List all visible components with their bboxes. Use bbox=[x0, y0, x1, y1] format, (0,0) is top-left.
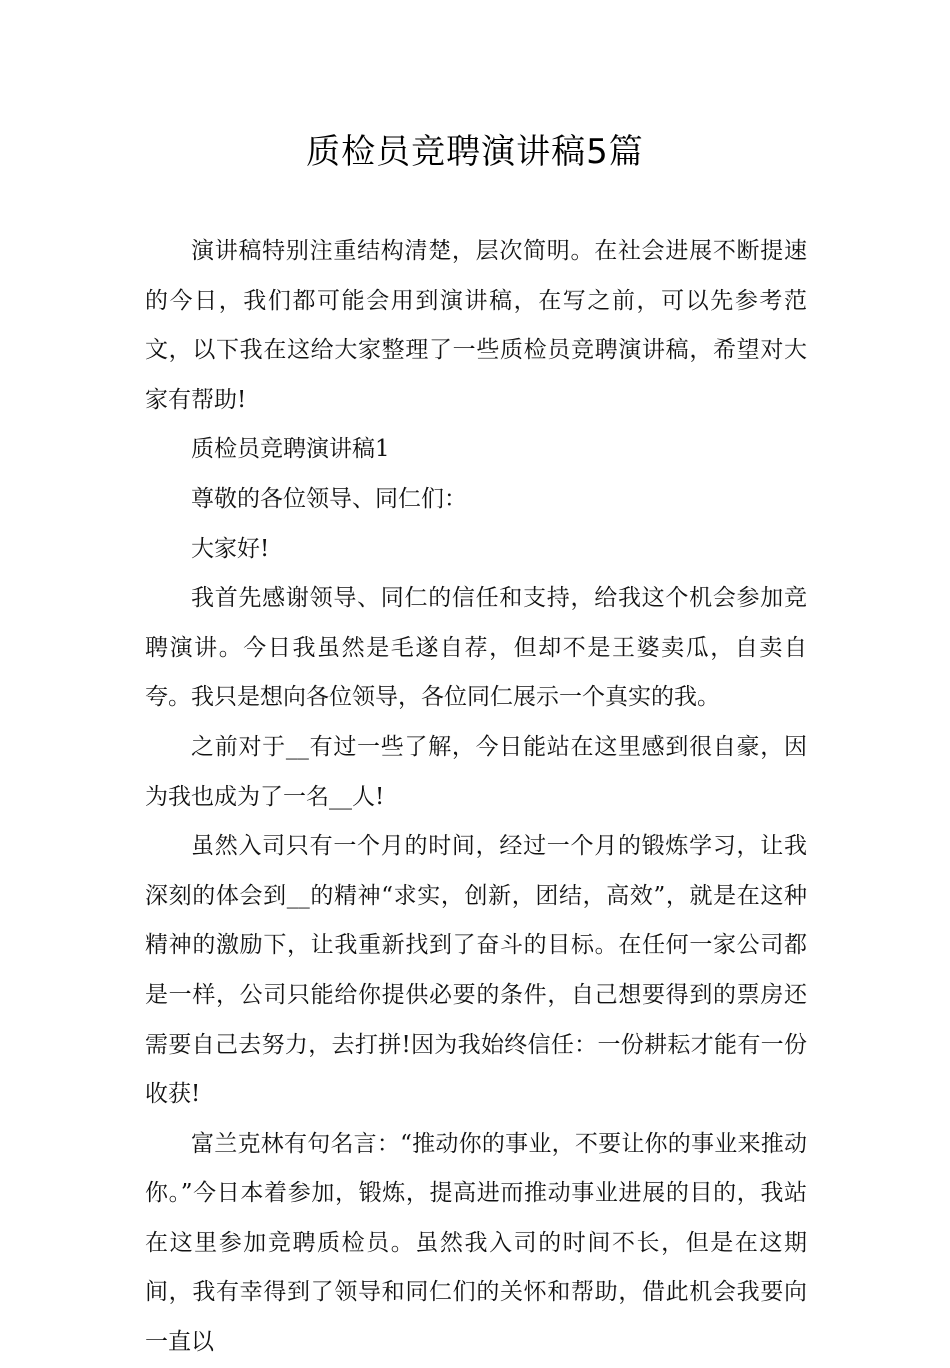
paragraph-spirit: 虽然入司只有一个月的时间，经过一个月的锻炼学习，让我深刻的体会到__的精神“求实，创新，团结，高效”，就是在这种精神的激励下，让我重新找到了奋斗的目标。在任何一家公司都是一样，公司只能给你提供必要的条件，自己想要得到的票房还需要自己去努力，去打拼!因为我始终信任：一份耕耘才能有一份收获! bbox=[145, 833, 807, 1108]
paragraph-thanks: 我首先感谢领导、同仁的信任和支持，给我这个机会参加竞聘演讲。今日我虽然是毛遂自荐，但却不是王婆卖瓜，自卖自夸。我只是想向各位领导，各位同仁展示一个真实的我。 bbox=[145, 585, 807, 711]
paragraph-pride: 之前对于__有过一些了解，今日能站在这里感到很自豪，因为我也成为了一名__人! bbox=[145, 733, 807, 810]
paragraph-greeting: 大家好! bbox=[191, 535, 270, 562]
paragraph-intro: 演讲稿特别注重结构清楚，层次简明。在社会进展不断提速的今日，我们都可能会用到演讲稿，在写之前，可以先参考范文，以下我在这给大家整理了一些质检员竞聘演讲稿，希望对大家有帮助! bbox=[145, 238, 807, 413]
paragraph-heading-1: 质检员竞聘演讲稿1 bbox=[191, 436, 390, 463]
document-title: 质检员竞聘演讲稿5篇 bbox=[306, 132, 644, 172]
document-body bbox=[145, 227, 807, 1368]
paragraph-salutation: 尊敬的各位领导、同仁们： bbox=[191, 485, 467, 512]
paragraph-franklin: 富兰克林有句名言：“推动你的事业，不要让你的事业来推动你。”今日本着参加，锻炼，提高进而推动事业进展的目的，我站在这里参加竞聘质检员。虽然我入司的时间不长，但是在这期间，我有幸得到了领导和同仁们的关怀和帮助，借此机会我要向一直以 bbox=[145, 1130, 807, 1356]
